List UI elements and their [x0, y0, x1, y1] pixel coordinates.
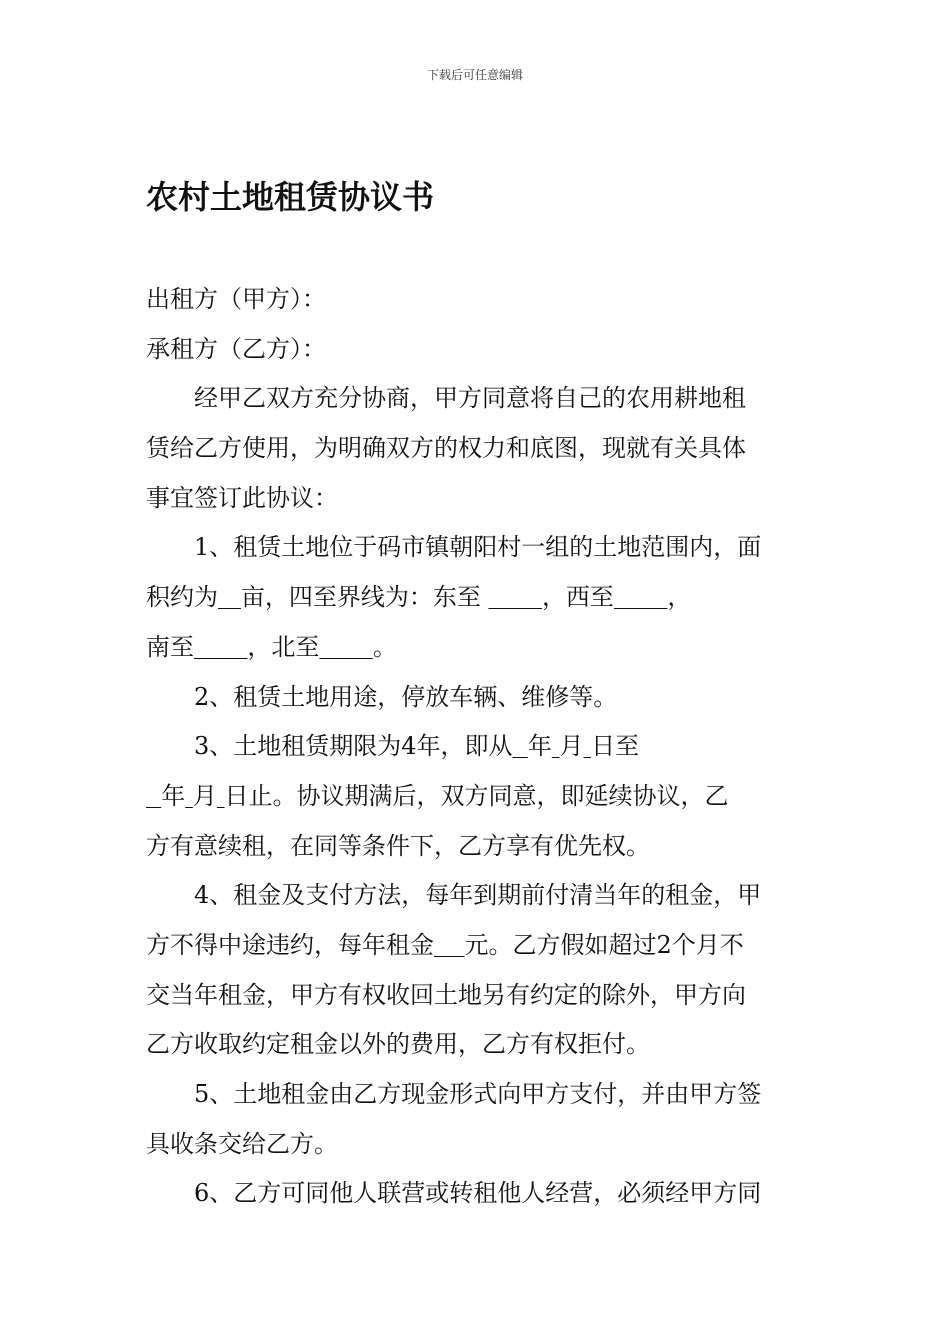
- clause-3-text: 月: [559, 732, 584, 761]
- lessor-line: 出租方（甲方）：: [146, 285, 326, 313]
- clause-4-text: 元。乙方假如超过: [464, 930, 657, 959]
- clause-1-text: ，西至: [541, 583, 614, 612]
- clause-1-text: ，: [667, 583, 692, 612]
- clause-1-text: 。: [372, 632, 397, 661]
- clause-4-line-1: 4、租金及支付方法，每年到期前付清当年的租金，甲: [194, 881, 762, 910]
- clause-3-text: 3、土地租赁期限为: [194, 732, 402, 761]
- clause-4-text: 个月不: [671, 930, 744, 959]
- clause-3-text: 日至: [591, 732, 640, 761]
- header-note: 下载后可任意编辑: [426, 68, 523, 82]
- clause-4-line-2: [146, 921, 806, 971]
- document-title: 农村土地租赁协议书: [146, 178, 435, 216]
- annual-rent-blank: [434, 931, 465, 959]
- lessee-line: 承租方（乙方）：: [146, 334, 326, 363]
- clause-1-line-1: 1、租赁土地位于码市镇朝阳村一组的土地范围内，面: [194, 533, 762, 562]
- clause-3-line-3: 方有意续租，在同等条件下，乙方享有优先权。: [146, 831, 650, 860]
- document-body: [146, 275, 806, 1219]
- clause-1-line-2: [146, 573, 806, 623]
- clause-1-line-3: [146, 623, 806, 673]
- clause-3-line-1: [146, 722, 806, 772]
- clause-1-text: 积约为: [146, 583, 218, 612]
- clause-3-text: 年，即从: [416, 732, 513, 761]
- east-boundary-blank: [489, 583, 542, 611]
- north-boundary-blank: [319, 633, 372, 661]
- area-blank: [218, 583, 241, 611]
- clause-2-line-1: 2、租赁土地用途，停放车辆、维修等。: [194, 682, 618, 711]
- clause-6-line-1: 6、乙方可同他人联营或转租他人经营，必须经甲方同: [194, 1179, 762, 1208]
- clause-1-text: ，北至: [247, 632, 320, 661]
- intro-line-3: 事宜签订此协议：: [146, 483, 338, 512]
- clause-1-text: 南至: [146, 632, 194, 661]
- clause-5-line-2: 具收条交给乙方。: [146, 1129, 338, 1158]
- overdue-months: 2: [656, 930, 672, 959]
- end-month-blank: [185, 782, 193, 810]
- clause-1-text: 亩，四至界线为：东至: [240, 583, 481, 612]
- intro-line-2: 赁给乙方使用，为明确双方的权力和底图，现就有关具体: [146, 434, 746, 463]
- clause-4-text: 方不得中途违约，每年租金: [146, 930, 434, 959]
- clause-3-text: 年: [527, 732, 552, 761]
- lease-term-years: 4: [401, 732, 417, 761]
- start-day-blank: [583, 732, 591, 760]
- south-boundary-blank: [194, 633, 247, 661]
- intro-line-1: 经甲乙双方充分协商，甲方同意将自己的农用耕地租: [194, 384, 746, 413]
- clause-3-text: 年: [161, 781, 186, 810]
- clause-4-line-3: 交当年租金，甲方有权收回土地另有约定的除外，甲方向: [146, 980, 746, 1009]
- clause-4-line-4: 乙方收取约定租金以外的费用，乙方有权拒付。: [146, 1030, 650, 1059]
- clause-3-text: 月: [192, 781, 217, 810]
- end-year-blank: [146, 782, 161, 810]
- clause-3-text: 日止。协议期满后，双方同意，即延续协议，乙: [224, 781, 729, 810]
- clause-3-line-2: [146, 772, 806, 822]
- clause-5-line-1: 5、土地租金由乙方现金形式向甲方支付，并由甲方签: [194, 1080, 762, 1108]
- west-boundary-blank: [614, 583, 667, 611]
- end-day-blank: [217, 782, 225, 810]
- start-year-blank: [513, 732, 528, 760]
